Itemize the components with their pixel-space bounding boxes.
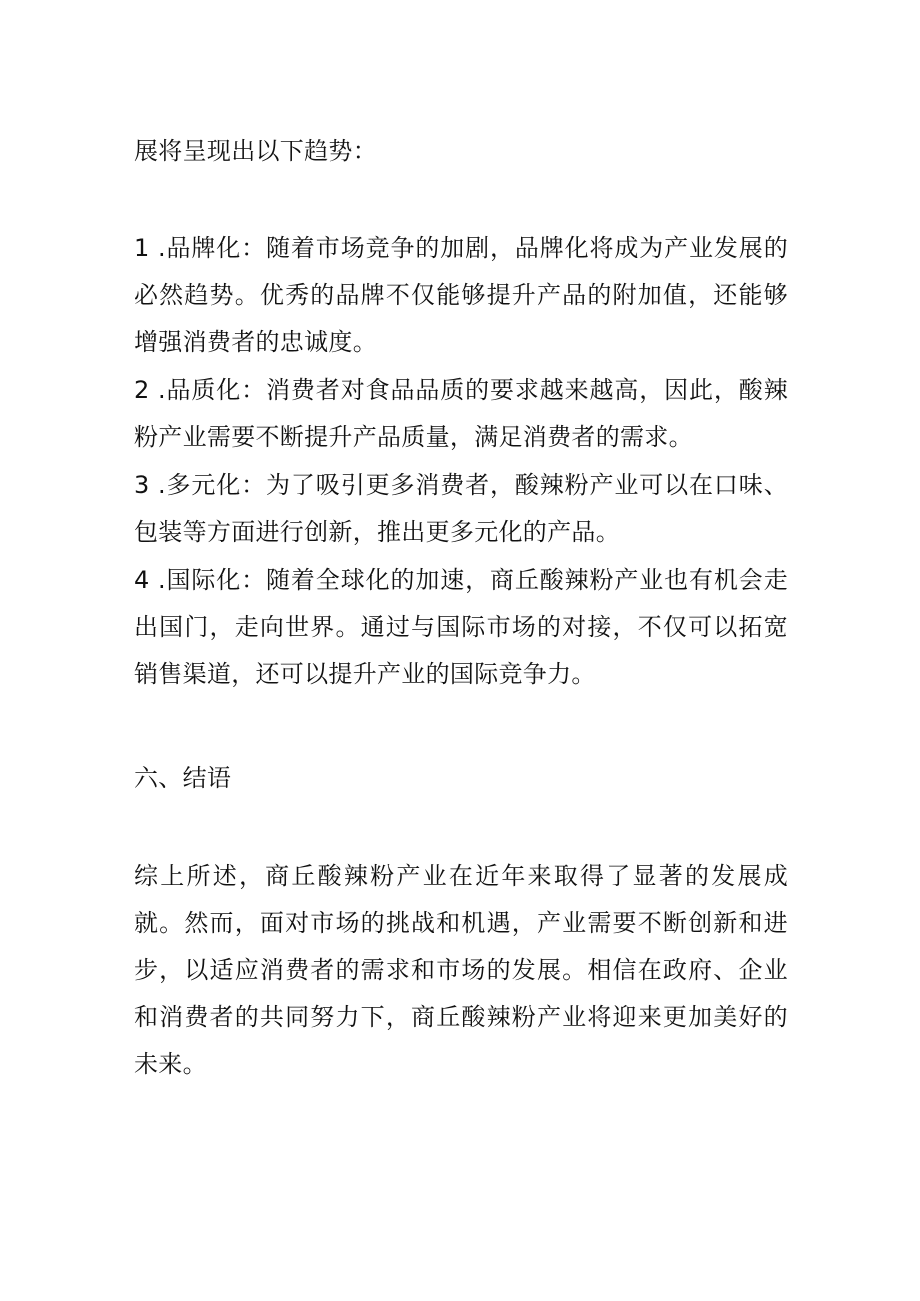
trend-number: 3: [134, 471, 150, 499]
trend-text: .品质化：消费者对食品品质的要求越来越高，因此，酸辣粉产业需要不断提升产品质量，满足消费者的需求。: [134, 376, 788, 451]
trend-number: 4: [134, 566, 150, 594]
intro-paragraph: 展将呈现出以下趋势：: [134, 137, 377, 165]
trend-item-diversification: [134, 462, 788, 556]
trend-text: .品牌化：随着市场竞争的加剧，品牌化将成为产业发展的必然趋势。优秀的品牌不仅能够提升产品的附加值，还能够增强消费者的忠诚度。: [134, 234, 788, 356]
trend-number: 2: [134, 376, 150, 404]
trend-text: .多元化：为了吸引更多消费者，酸辣粉产业可以在口味、包装等方面进行创新，推出更多元化的产品。: [134, 471, 788, 546]
trend-text: .国际化：随着全球化的加速，商丘酸辣粉产业也有机会走出国门，走向世界。通过与国际市场的对接，不仅可以拓宽销售渠道，还可以提升产业的国际竞争力。: [134, 566, 788, 688]
trend-item-quality: [134, 367, 788, 461]
trend-item-branding: [134, 225, 788, 366]
section-heading: 六、结语: [134, 764, 232, 792]
conclusion-paragraph: 综上所述，商丘酸辣粉产业在近年来取得了显著的发展成就。然而，面对市场的挑战和机遇，产业需要不断创新和进步，以适应消费者的需求和市场的发展。相信在政府、企业和消费者的共同努力下，商丘酸辣粉产业将迎来更加美好的未来。: [134, 862, 788, 1078]
trend-item-internationalization: [134, 557, 788, 698]
trend-number: 1: [134, 234, 150, 262]
